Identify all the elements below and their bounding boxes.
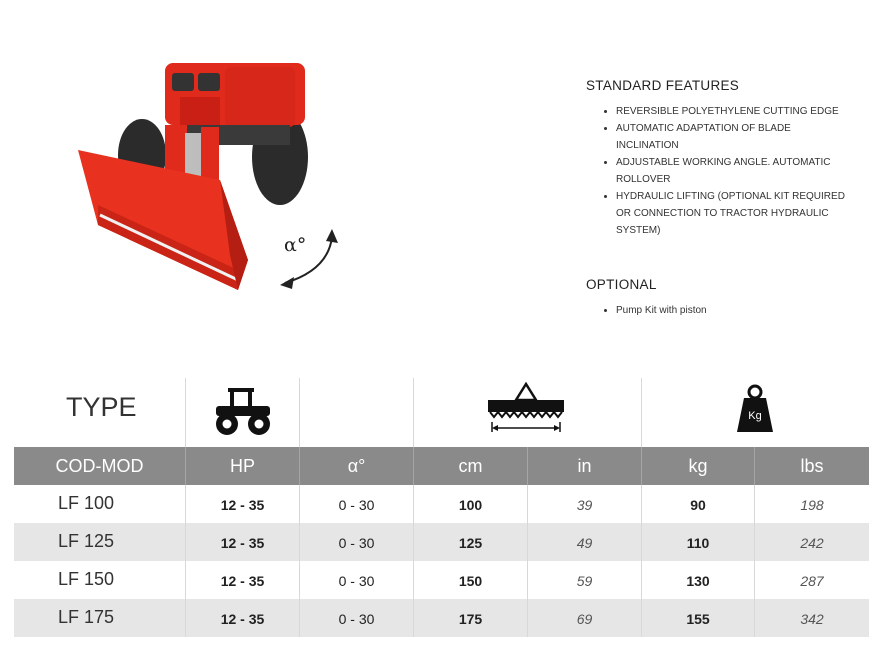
cell-lbs: 342 bbox=[800, 611, 824, 627]
icon-row bbox=[14, 378, 869, 447]
cell-model: LF 100 bbox=[14, 485, 186, 523]
blade-width-icon bbox=[486, 382, 566, 434]
cell-hp: 12 - 35 bbox=[186, 599, 300, 637]
cell-cm: 100 bbox=[414, 485, 528, 523]
cell-angle: 0 - 30 bbox=[300, 485, 414, 523]
cell-angle: 0 - 30 bbox=[300, 561, 414, 599]
features-panel bbox=[586, 78, 856, 319]
spec-table bbox=[14, 378, 869, 637]
list-item: • REVERSIBLE POLYETHYLENE CUTTING EDGE bbox=[616, 103, 856, 120]
col-header-kg: kg bbox=[642, 447, 755, 485]
cell-lbs: 287 bbox=[800, 573, 824, 589]
cell-in: 69 bbox=[528, 599, 642, 637]
col-header-model: COD-MOD bbox=[14, 447, 186, 485]
cell-in: 39 bbox=[528, 485, 642, 523]
table-row bbox=[14, 523, 869, 561]
list-item: • ADJUSTABLE WORKING ANGLE. AUTOMATIC ROLLOVER bbox=[616, 154, 856, 188]
product-photo bbox=[70, 55, 360, 305]
tractor-icon bbox=[214, 386, 274, 438]
optional-title: OPTIONAL bbox=[586, 277, 657, 292]
cell-kg: 155 bbox=[642, 599, 755, 637]
col-header-lbs: lbs bbox=[800, 456, 824, 476]
cell-cm: 175 bbox=[414, 599, 528, 637]
col-header-cm: cm bbox=[414, 447, 528, 485]
cell-model: LF 175 bbox=[14, 599, 186, 637]
cell-angle: 0 - 30 bbox=[300, 523, 414, 561]
weight-icon-label: Kg bbox=[748, 410, 762, 422]
type-label: TYPE bbox=[66, 392, 137, 422]
table-row bbox=[14, 599, 869, 637]
cell-kg: 110 bbox=[642, 523, 755, 561]
cell-in: 59 bbox=[528, 561, 642, 599]
optional-features-list bbox=[586, 302, 856, 319]
col-header-angle: α° bbox=[300, 447, 414, 485]
cell-hp: 12 - 35 bbox=[186, 523, 300, 561]
list-item: • Pump Kit with piston bbox=[616, 302, 856, 319]
col-header-hp: HP bbox=[186, 447, 300, 485]
cell-angle: 0 - 30 bbox=[300, 599, 414, 637]
angle-label: α° bbox=[284, 234, 307, 256]
cell-hp: 12 - 35 bbox=[186, 485, 300, 523]
weight-icon bbox=[736, 384, 774, 434]
cell-model: LF 150 bbox=[14, 561, 186, 599]
table-row bbox=[14, 485, 869, 523]
cell-model: LF 125 bbox=[14, 523, 186, 561]
standard-features-title: STANDARD FEATURES bbox=[586, 78, 740, 93]
cell-hp: 12 - 35 bbox=[186, 561, 300, 599]
cell-kg: 90 bbox=[642, 485, 755, 523]
cell-lbs: 242 bbox=[800, 535, 824, 551]
cell-kg: 130 bbox=[642, 561, 755, 599]
cell-in: 49 bbox=[528, 523, 642, 561]
col-header-in: in bbox=[528, 447, 642, 485]
standard-features-list bbox=[586, 103, 856, 239]
cell-cm: 150 bbox=[414, 561, 528, 599]
cell-lbs: 198 bbox=[800, 497, 824, 513]
table-row bbox=[14, 561, 869, 599]
list-item: • AUTOMATIC ADAPTATION OF BLADE INCLINATION bbox=[616, 120, 856, 154]
header-row bbox=[14, 447, 869, 485]
cell-cm: 125 bbox=[414, 523, 528, 561]
list-item: • HYDRAULIC LIFTING (OPTIONAL KIT REQUIRED OR CONNECTION TO TRACTOR HYDRAULIC SYSTEM) bbox=[616, 188, 856, 239]
